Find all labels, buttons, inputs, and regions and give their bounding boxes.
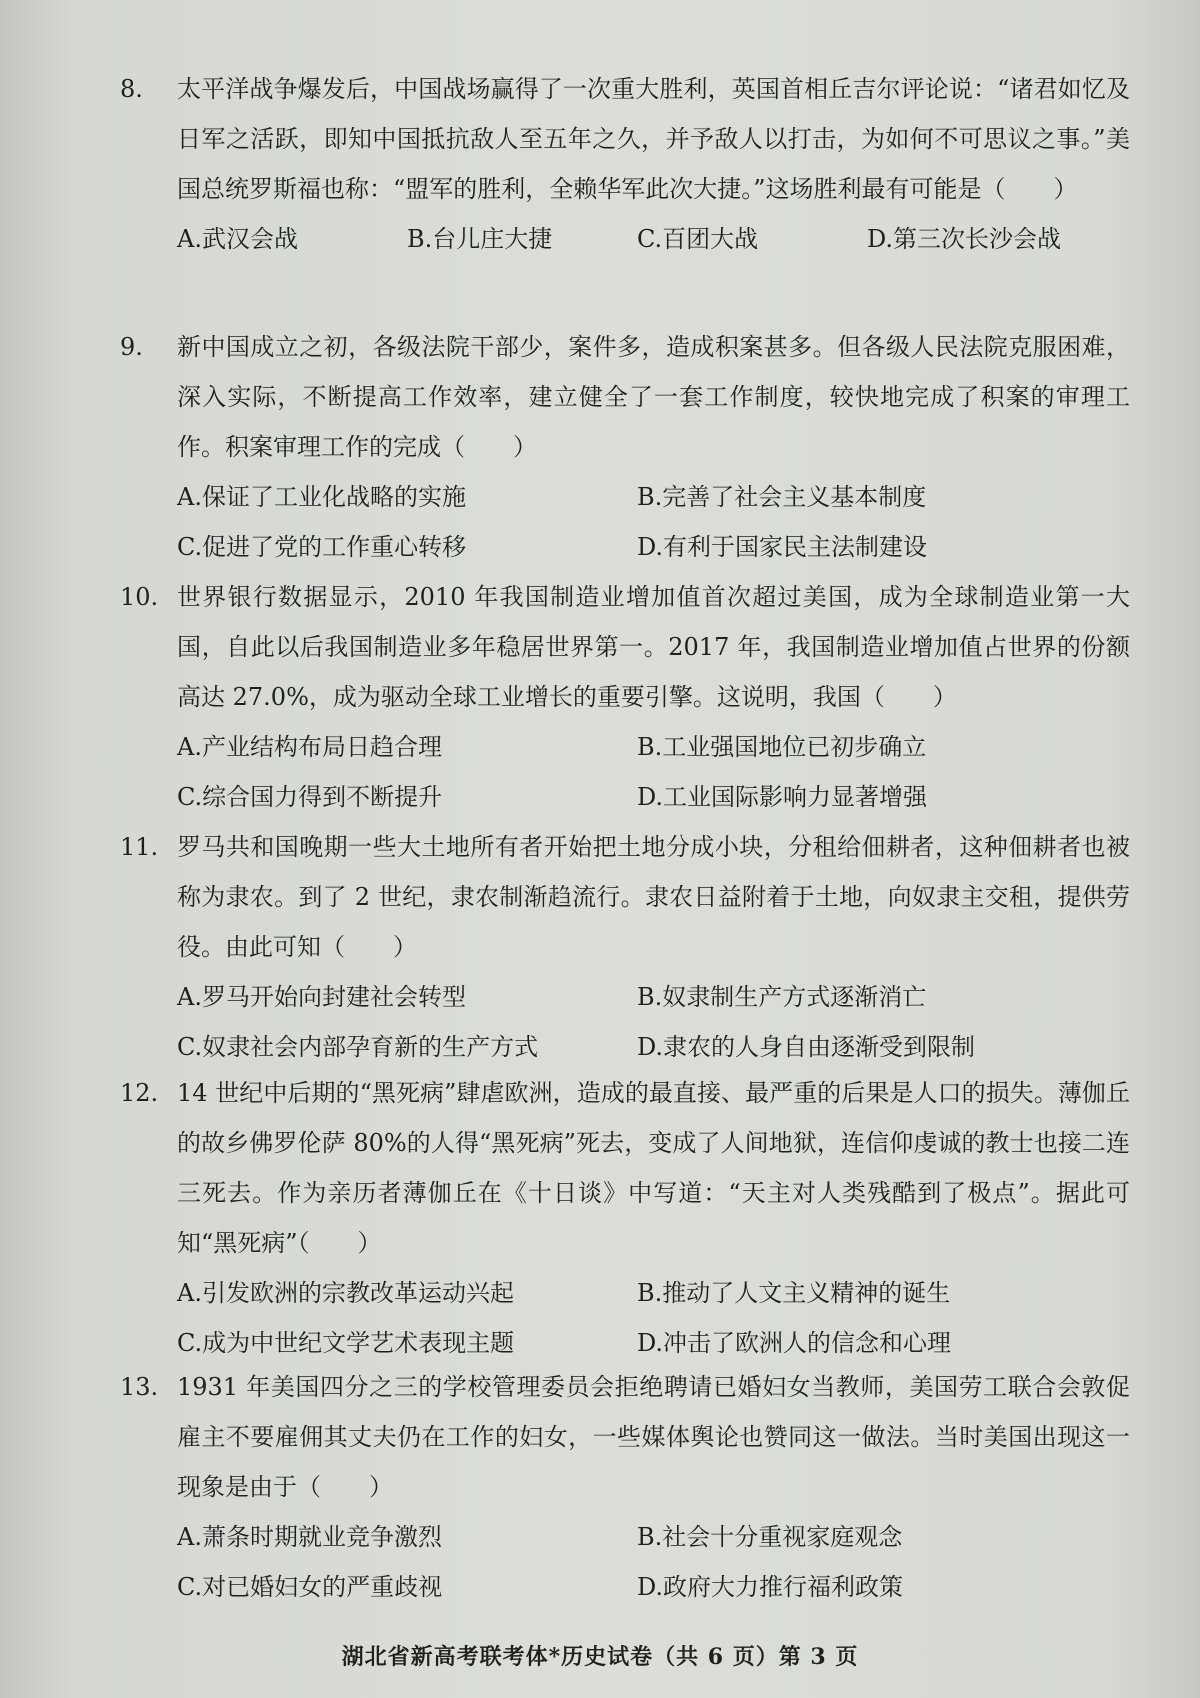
options	[177, 472, 1130, 572]
question-stem: 太平洋战争爆发后，中国战场赢得了一次重大胜利，英国首相丘吉尔评论说：“诸君如忆及日军之活跃，即知中国抵抗敌人至五年之久，并予敌人以打击，为如何不可思议之事。”美国总统罗斯福也称：“盟军的胜利，全赖华军此次大捷。”这场胜利最有可能是（ ）	[177, 75, 1130, 203]
question-stem: 世界银行数据显示，2010 年我国制造业增加值首次超过美国，成为全球制造业第一大国，自此以后我国制造业多年稳居世界第一。2017 年，我国制造业增加值占世界的份额高达 27.0%，成为驱动全球工业增长的重要引擎。这说明，我国（ ）	[177, 583, 1130, 711]
option-d: D.工业国际影响力显著增强	[637, 783, 928, 811]
options	[177, 214, 1130, 264]
question-number: 12.	[120, 1079, 159, 1107]
question-number: 9.	[120, 333, 143, 361]
option-b: B.奴隶制生产方式逐渐消亡	[637, 983, 927, 1011]
question-stem: 罗马共和国晚期一些大土地所有者开始把土地分成小块，分租给佃耕者，这种佃耕者也被称为隶农。到了 2 世纪，隶农制渐趋流行。隶农日益附着于土地，向奴隶主交租，提供劳役。由此可知（ ）	[177, 833, 1130, 961]
option-c: C.成为中世纪文学艺术表现主题	[177, 1329, 515, 1357]
option-b: B.社会十分重视家庭观念	[637, 1523, 903, 1551]
option-c: C.百团大战	[637, 225, 759, 253]
question-11	[120, 822, 1130, 1072]
option-b: B.工业强国地位已初步确立	[637, 733, 927, 761]
option-c: C.促进了党的工作重心转移	[177, 533, 467, 561]
option-d: D.冲击了欧洲人的信念和心理	[637, 1329, 952, 1357]
option-c: C.综合国力得到不断提升	[177, 783, 443, 811]
option-d: D.有利于国家民主法制建设	[637, 533, 928, 561]
options	[177, 722, 1130, 822]
options	[177, 972, 1130, 1072]
question-stem: 1931 年美国四分之三的学校管理委员会拒绝聘请已婚妇女当教师，美国劳工联合会敦促雇主不要雇佣其丈夫仍在工作的妇女，一些媒体舆论也赞同这一做法。当时美国出现这一现象是由于（ ）	[177, 1373, 1130, 1501]
question-13	[120, 1362, 1130, 1612]
option-c: C.对已婚妇女的严重歧视	[177, 1573, 443, 1601]
option-a: A.引发欧洲的宗教改革运动兴起	[177, 1279, 514, 1307]
option-d: D.政府大力推行福利政策	[637, 1573, 904, 1601]
question-stem: 新中国成立之初，各级法院干部少，案件多，造成积案甚多。但各级人民法院克服困难，深入实际，不断提高工作效率，建立健全了一套工作制度，较快地完成了积案的审理工作。积案审理工作的完成（ ）	[177, 333, 1130, 461]
options	[177, 1512, 1130, 1612]
options	[177, 1268, 1130, 1368]
question-number: 8.	[120, 75, 143, 103]
option-a: A.产业结构布局日趋合理	[177, 733, 442, 761]
question-number: 10.	[120, 583, 159, 611]
option-d: D.隶农的人身自由逐渐受到限制	[637, 1033, 976, 1061]
option-b: B.完善了社会主义基本制度	[637, 483, 927, 511]
option-a: A.武汉会战	[177, 225, 298, 253]
question-stem: 14 世纪中后期的“黑死病”肆虐欧洲，造成的最直接、最严重的后果是人口的损失。薄伽丘的故乡佛罗伦萨 80%的人得“黑死病”死去，变成了人间地狱，连信仰虔诚的教士也接二连三死去。作为亲历者薄伽丘在《十日谈》中写道：“天主对人类残酷到了极点”。据此可知“黑死病”（ ）	[177, 1079, 1130, 1257]
option-a: A.保证了工业化战略的实施	[177, 483, 466, 511]
question-12	[120, 1068, 1130, 1368]
question-number: 13.	[120, 1373, 159, 1401]
question-8	[120, 64, 1130, 264]
question-10	[120, 572, 1130, 822]
question-number: 11.	[120, 833, 159, 861]
option-c: C.奴隶社会内部孕育新的生产方式	[177, 1033, 539, 1061]
option-b: B.台儿庄大捷	[407, 225, 553, 253]
option-b: B.推动了人文主义精神的诞生	[637, 1279, 951, 1307]
option-a: A.萧条时期就业竞争激烈	[177, 1523, 442, 1551]
page-footer: 湖北省新高考联考体*历史试卷（共 6 页）第 3 页	[341, 1644, 859, 1670]
option-d: D.第三次长沙会战	[867, 225, 1062, 253]
option-a: A.罗马开始向封建社会转型	[177, 983, 466, 1011]
question-9	[120, 322, 1130, 572]
